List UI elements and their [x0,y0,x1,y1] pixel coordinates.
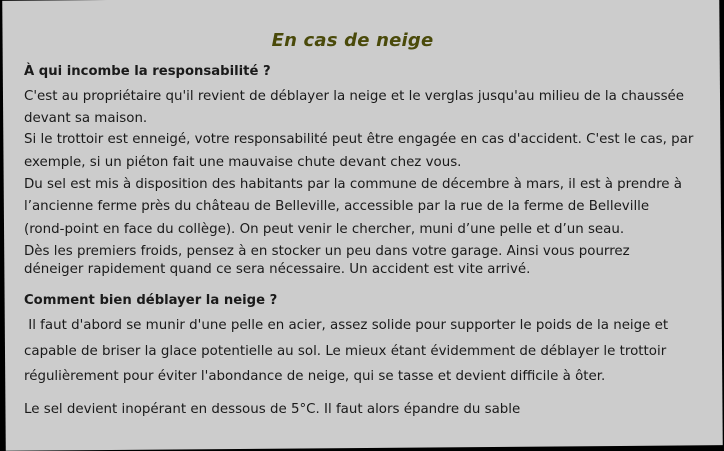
text-line: Dès les premiers froids, pensez à en stocker un peu dans votre garage. Ainsi vous pourrez [24,244,630,259]
text-line: Il faut d'abord se munir d'une pelle en acier, assez solide pour supporter le poids de la neige et [24,318,669,333]
page-title: En cas de neige [271,30,434,51]
text-line: C'est au propriétaire qu'il revient de déblayer la neige et le verglas jusqu'au milieu de la chaussée [24,89,685,104]
text-line: devant sa maison. [24,111,148,126]
section-heading-clearing: Comment bien déblayer la neige ? [24,293,278,308]
text-line: l’ancienne ferme près du château de Belleville, accessible par la rue de la ferme de Belleville [24,199,650,214]
text-line: Si le trottoir est enneigé, votre responsabilité peut être engagée en cas d'accident. C'est le cas, par [24,132,694,147]
text-line: (rond-point en face du collège). On peut venir le chercher, muni d’une pelle et d’un seau. [24,222,625,237]
text-line: régulièrement pour éviter l'abondance de neige, qui se tasse et devient difficile à ôter. [24,369,606,384]
text-line: Du sel est mis à disposition des habitants par la commune de décembre à mars, il est à prendre à [24,177,683,192]
text-line: Le sel devient inopérant en dessous de 5°C. Il faut alors épandre du sable [24,402,521,417]
text-line: déneiger rapidement quand ce sera nécessaire. Un accident est vite arrivé. [24,262,531,277]
text-line: exemple, si un piéton fait une mauvaise chute devant chez vous. [24,155,462,170]
section-heading-responsibility: À qui incombe la responsabilité ? [24,64,271,79]
text-line: capable de briser la glace potentielle au sol. Le mieux étant évidemment de déblayer le trottoir [24,344,667,359]
